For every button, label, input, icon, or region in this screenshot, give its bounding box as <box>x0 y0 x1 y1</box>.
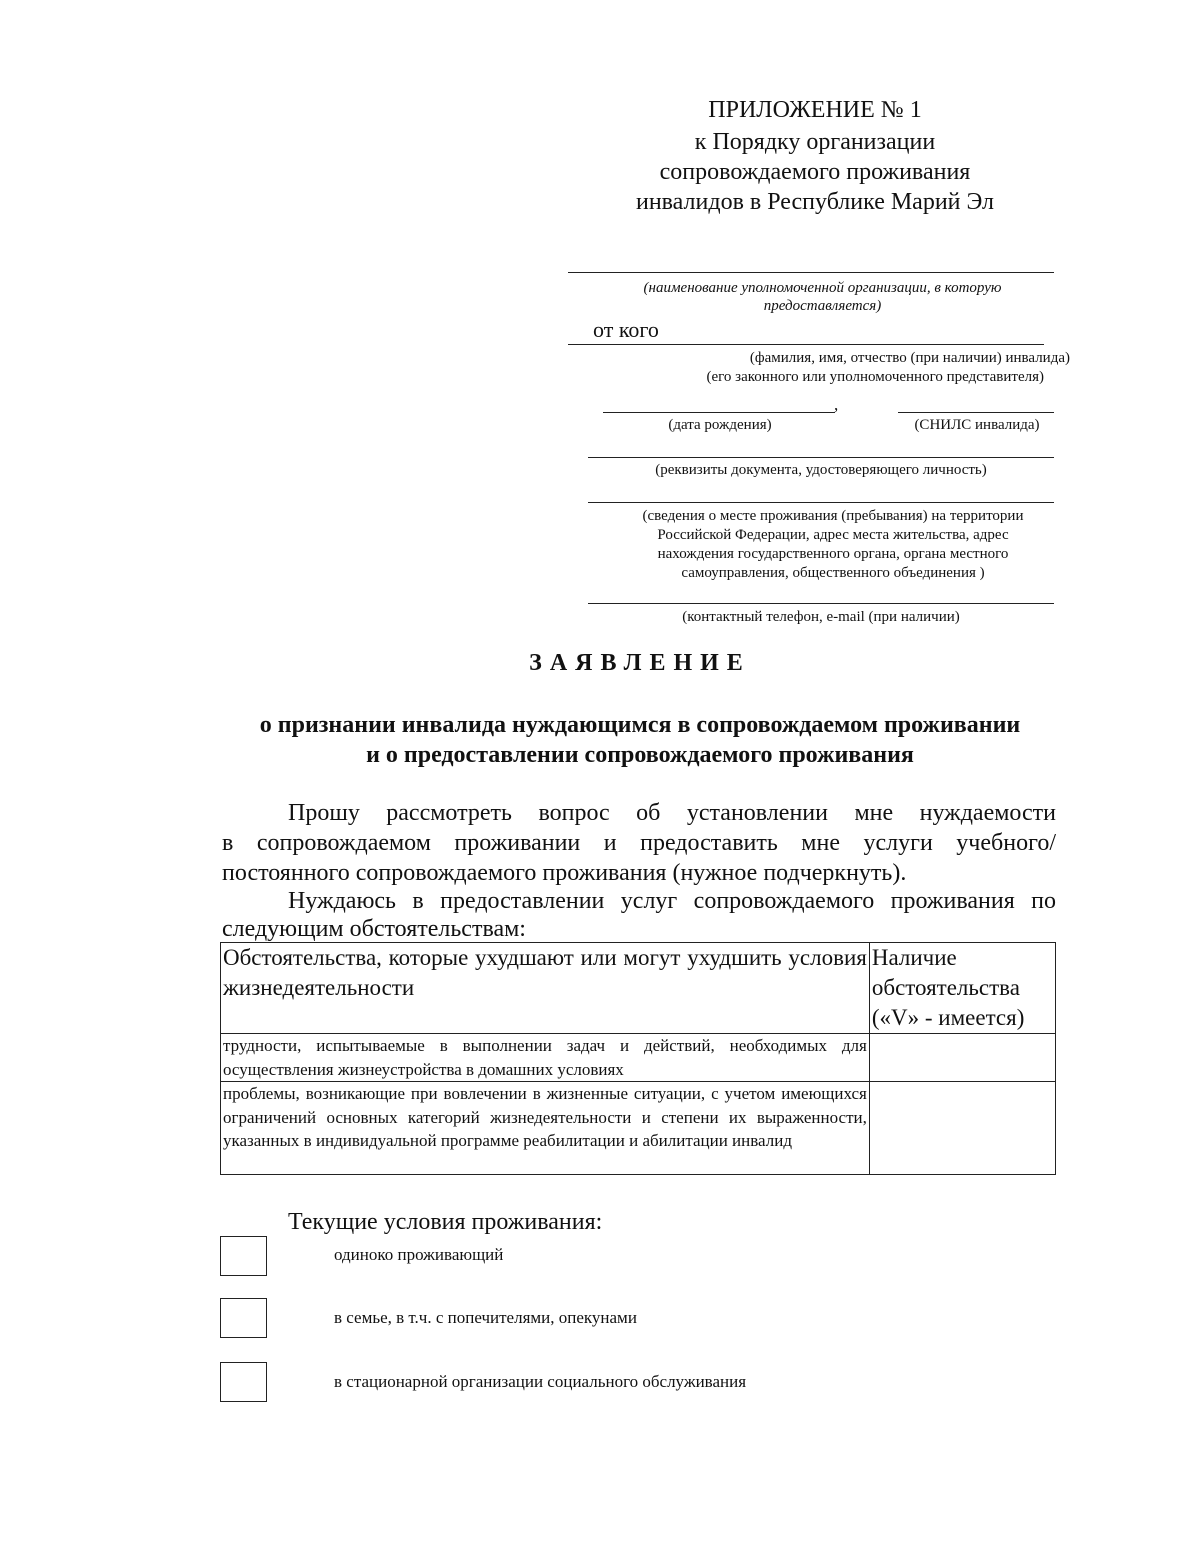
address-caption-2: Российской Федерации, адрес места жительства, адрес <box>657 527 1009 543</box>
option-alone-label: одиноко проживающий <box>334 1245 504 1264</box>
document-subtitle-1: о признании инвалида нуждающимся в сопровождаемом проживании <box>259 712 1021 738</box>
org-caption-1: (наименование уполномоченной организации, в которую <box>643 280 1002 296</box>
header-presence: Наличие обстоятельства («V» - имеется) <box>869 943 1055 1034</box>
address-field-line[interactable] <box>588 502 1054 503</box>
header-line-1: к Порядку организации <box>694 129 936 155</box>
appendix-title: ПРИЛОЖЕНИЕ № 1 <box>708 97 922 123</box>
contact-field-line[interactable] <box>588 603 1054 604</box>
body-p2-line1: Нуждаюсь в предоставлении услуг сопровождаемого проживания по <box>288 888 1056 914</box>
id-caption: (реквизиты документа, удостоверяющего личность) <box>655 462 987 478</box>
dob-caption: (дата рождения) <box>668 417 772 433</box>
address-caption-1: (сведения о месте проживания (пребывания) на территории <box>642 508 1024 524</box>
body-p1-line2: в сопровождаемом проживании и предоставить мне услуги учебного/ <box>222 830 1056 856</box>
address-caption-3: нахождения государственного органа, органа местного <box>657 546 1009 562</box>
row-1-text: трудности, испытываемые в выполнении задач и действий, необходимых для осуществления жизнеустройства в домашних условиях <box>221 1034 870 1082</box>
circumstances-table <box>220 942 1056 1175</box>
org-caption-2: предоставляется) <box>763 298 882 314</box>
snils-field-line[interactable] <box>898 412 1054 413</box>
body-p1-line3: постоянного сопровождаемого проживания (нужное подчеркнуть). <box>222 860 907 886</box>
org-field-line[interactable] <box>568 272 1054 273</box>
checkbox-family[interactable] <box>220 1298 267 1338</box>
fio-caption-2: (его законного или уполномоченного представителя) <box>706 369 1044 385</box>
row-2-mark-cell[interactable] <box>869 1082 1055 1175</box>
fio-caption-1: (фамилия, имя, отчество (при наличии) инвалида) <box>749 350 1070 366</box>
comma: , <box>834 395 839 414</box>
body-p2-line2: следующим обстоятельствам: <box>222 916 526 942</box>
table-header-row <box>221 943 1056 1034</box>
table-row <box>221 1034 1056 1082</box>
option-family-label: в семье, в т.ч. с попечителями, опекунами <box>334 1308 637 1327</box>
living-heading: Текущие условия проживания: <box>288 1209 603 1235</box>
header-line-2: сопровождаемого проживания <box>659 159 971 185</box>
row-1-mark-cell[interactable] <box>869 1034 1055 1082</box>
body-p1-line1: Прошу рассмотреть вопрос об установлении мне нуждаемости <box>288 800 1056 826</box>
header-line-3: инвалидов в Республике Марий Эл <box>635 189 995 215</box>
header-circumstances: Обстоятельства, которые ухудшают или могут ухудшить условия жизнедеятельности <box>221 943 870 1034</box>
document-title: ЗАЯВЛЕНИЕ <box>529 650 751 676</box>
option-institution-label: в стационарной организации социального обслуживания <box>334 1372 747 1391</box>
document-subtitle-2: и о предоставлении сопровождаемого проживания <box>366 742 914 768</box>
table-row <box>221 1082 1056 1175</box>
checkbox-institution[interactable] <box>220 1362 267 1402</box>
id-field-line[interactable] <box>588 457 1054 458</box>
row-2-text: проблемы, возникающие при вовлечении в жизненные ситуации, с учетом имеющихся ограничений основных категорий жизнедеятельности и степени их выраженности, указанных в индивидуальной программе реабилитации и абилитации инвалид <box>221 1082 870 1175</box>
dob-field-line[interactable] <box>603 412 835 413</box>
from-label: от кого <box>593 317 659 342</box>
snils-caption: (СНИЛС инвалида) <box>914 417 1040 433</box>
fio-field-line[interactable] <box>568 344 1044 345</box>
address-caption-4: самоуправления, общественного объединения ) <box>681 565 985 581</box>
checkbox-alone[interactable] <box>220 1236 267 1276</box>
contact-caption: (контактный телефон, e-mail (при наличии) <box>682 609 960 625</box>
